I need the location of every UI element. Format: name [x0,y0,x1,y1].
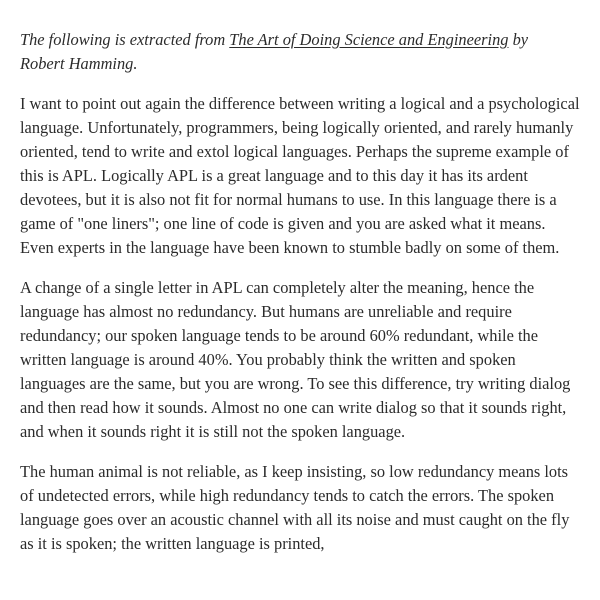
paragraph-human-reliability: The human animal is not reliable, as I keep insisting, so low redundancy means lots of undetected errors, while high redundancy tends to catch the errors. The spoken language goes over an acoustic channel with all its noise and must caught on the fly as it is spoken; the written language is printed, [20,462,570,553]
source-attribution [20,28,560,76]
book-title-link[interactable]: The Art of Doing Science and Engineering [229,30,509,49]
attribution-suffix: by Robert Hamming. [20,30,529,73]
attribution-prefix: The following is extracted from [20,30,230,49]
paragraph-apl-logical-language: I want to point out again the difference between writing a logical and a psychological language. Unfortunately, programmers, being logically oriented, and rarely humanly oriented, tend to write and extol logical languages. Perhaps the supreme example of this is APL. Logically APL is a great language and to this day it has its ardent devotees, but it is also not fit for normal humans to use. In this language there is a game of "one liners"; one line of code is given and you are asked what it means. Even experts in the language have been known to stumble badly on some of them. [20,94,580,257]
paragraph-redundancy: A change of a single letter in APL can completely alter the meaning, hence the language has almost no redundancy. But humans are unreliable and require redundancy; our spoken language tends to be around 60% redundant, while the written language is around 40%. You probably think the written and spoken languages are the same, but you are wrong. To see this difference, try writing dialog and then read how it sounds. Almost no one can write dialog so that it sounds right, and when it sounds right it is still not the spoken language. [20,278,571,441]
